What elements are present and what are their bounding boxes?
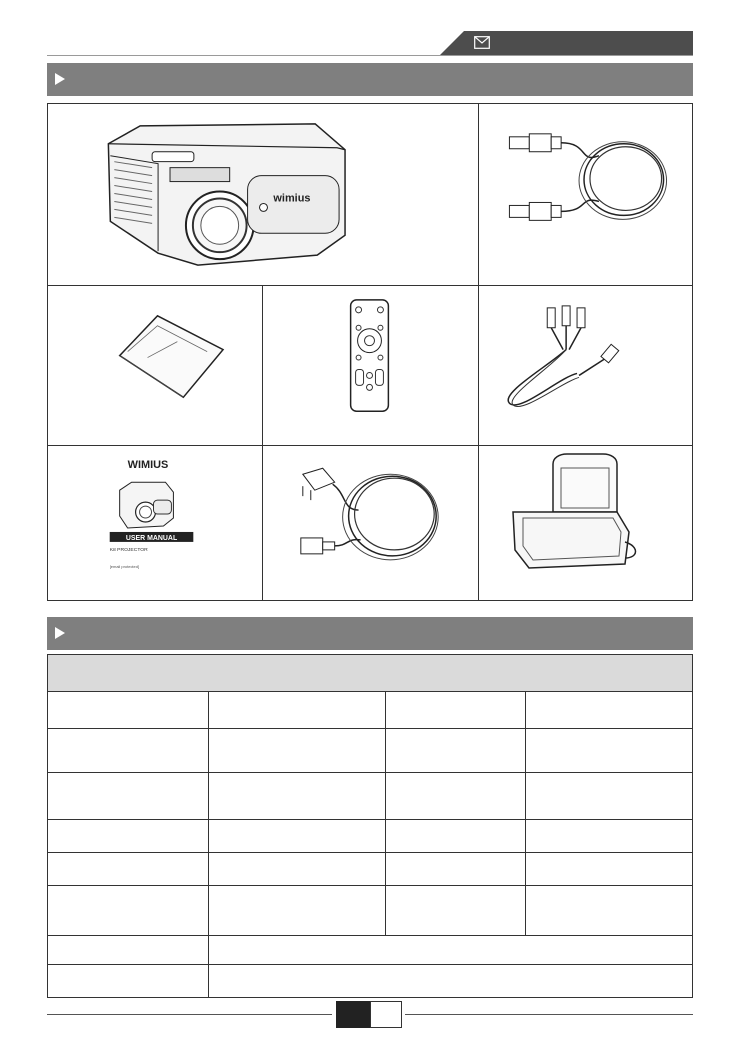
user-manual-image [48,446,262,600]
package-contents-grid [47,103,693,601]
table-row-divider [48,852,692,853]
carrying-case-image [479,446,692,600]
section-bar-specifications [47,617,693,650]
item-power-cable [263,446,479,600]
table-row-divider [48,964,692,965]
hdmi-cable-image [479,104,692,285]
item-av-cable [479,286,692,446]
table-row-divider [48,728,692,729]
projector-image [48,104,478,285]
manual-support: [email protected] [109,563,140,569]
item-carrying-case [479,446,692,600]
header-rule [47,55,693,56]
manual-model: K8 PROJECTOR [109,547,148,553]
table-row-divider [48,935,692,936]
triangle-arrow-icon [55,627,65,639]
specifications-table [47,654,693,998]
av-cable-image [479,286,692,445]
item-cleaning-cloth [48,286,263,446]
footer-rule-left [47,1014,332,1015]
table-row-divider [48,772,692,773]
cleaning-cloth-image [48,286,262,445]
page-number-box-dark [336,1001,370,1028]
table-column-divider [385,692,386,936]
manual-brand: WIMIUS [127,459,169,472]
table-row-divider [48,885,692,886]
table-row-divider [48,819,692,820]
projector-logo: wimius [273,192,311,205]
table-column-divider [525,692,526,936]
footer-rule-right [405,1014,693,1015]
item-user-manual [48,446,263,600]
page-number-box-light [370,1001,402,1028]
remote-control-image [263,286,478,445]
manual-banner: USER MANUAL [125,534,178,542]
table-header-row [48,655,692,692]
table-column-divider [208,692,209,997]
section-bar-package [47,63,693,96]
item-remote-control [263,286,479,446]
triangle-arrow-icon [55,73,65,85]
item-projector [48,104,479,286]
mail-icon [474,36,490,49]
item-hdmi-cable [479,104,692,286]
power-cable-image [263,446,478,600]
